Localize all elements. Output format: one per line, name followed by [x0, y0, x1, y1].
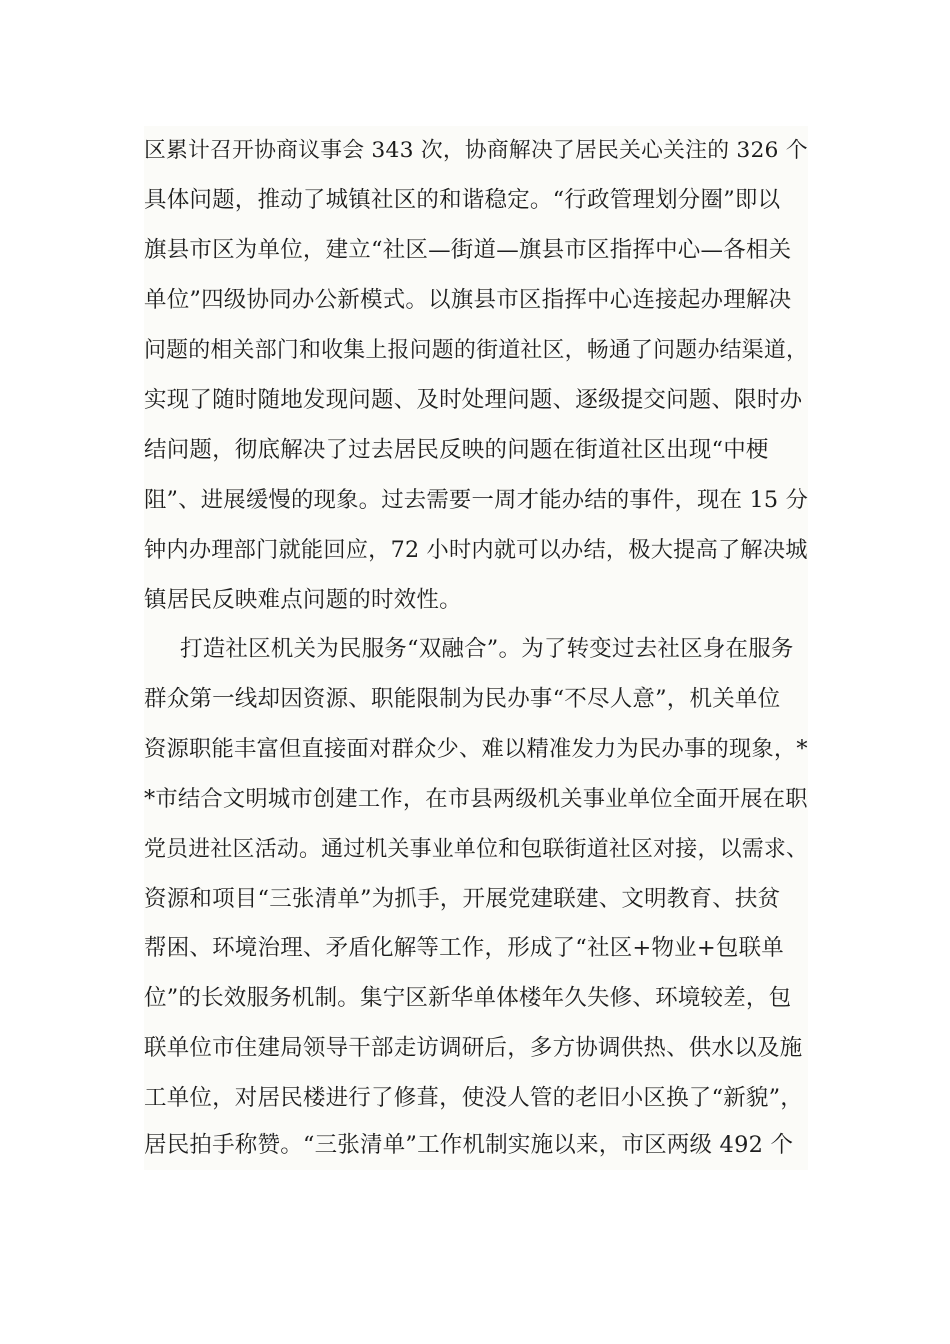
- text-line-7: 结问题，彻底解决了过去居民反映的问题在街道社区出现“中梗: [144, 437, 769, 463]
- text-line-9: 钟内办理部门就能回应，72 小时内就可以办结，极大提高了解决城: [144, 537, 808, 563]
- text-line-16: 资源和项目“三张清单”为抓手，开展党建联建、文明教育、扶贫: [144, 886, 781, 912]
- text-line-4: 单位”四级协同办公新模式。以旗县市区指挥中心连接起办理解决: [144, 287, 792, 313]
- text-line-14: *市结合文明城市创建工作，在市县两级机关事业单位全面开展在职: [144, 786, 808, 812]
- text-line-5: 问题的相关部门和收集上报问题的街道社区，畅通了问题办结渠道，: [144, 338, 809, 363]
- text-line-17: 帮困、环境治理、矛盾化解等工作，形成了“社区+物业+包联单: [144, 935, 785, 961]
- text-line-13: 资源职能丰富但直接面对群众少、难以精准发力为民办事的现象，*: [144, 736, 808, 762]
- document-body: [144, 126, 808, 1170]
- paragraph-start-line: 打造社区机关为民服务“双融合”。为了转变过去社区身在服务: [180, 636, 794, 662]
- text-line-8: 阻”、进展缓慢的现象。过去需要一周才能办结的事件，现在 15 分: [144, 487, 809, 513]
- text-line-10: 镇居民反映难点问题的时效性。: [144, 587, 462, 613]
- text-line-18: 位”的长效服务机制。集宁区新华单体楼年久失修、环境较差，包: [144, 985, 792, 1011]
- text-line-21: 居民拍手称赞。“三张清单”工作机制实施以来，市区两级 492 个: [144, 1132, 794, 1158]
- text-line-20: 工单位，对居民楼进行了修葺，使没人管的老旧小区换了“新貌”，: [144, 1085, 804, 1111]
- text-line-3: 旗县市区为单位，建立“社区—街道—旗县市区指挥中心—各相关: [144, 237, 792, 263]
- text-line-15: 党员进社区活动。通过机关事业单位和包联街道社区对接，以需求、: [144, 837, 809, 862]
- text-line-19: 联单位市住建局领导干部走访调研后，多方协调供热、供水以及施: [144, 1035, 803, 1061]
- text-line-1: 区累计召开协商议事会 343 次，协商解决了居民关心关注的 326 个: [144, 138, 808, 163]
- text-line-2: 具体问题，推动了城镇社区的和谐稳定。“行政管理划分圈”即以: [144, 187, 781, 213]
- text-line-12: 群众第一线却因资源、职能限制为民办事“不尽人意”，机关单位: [144, 686, 781, 712]
- text-line-6: 实现了随时随地发现问题、及时处理问题、逐级提交问题、限时办: [144, 387, 803, 413]
